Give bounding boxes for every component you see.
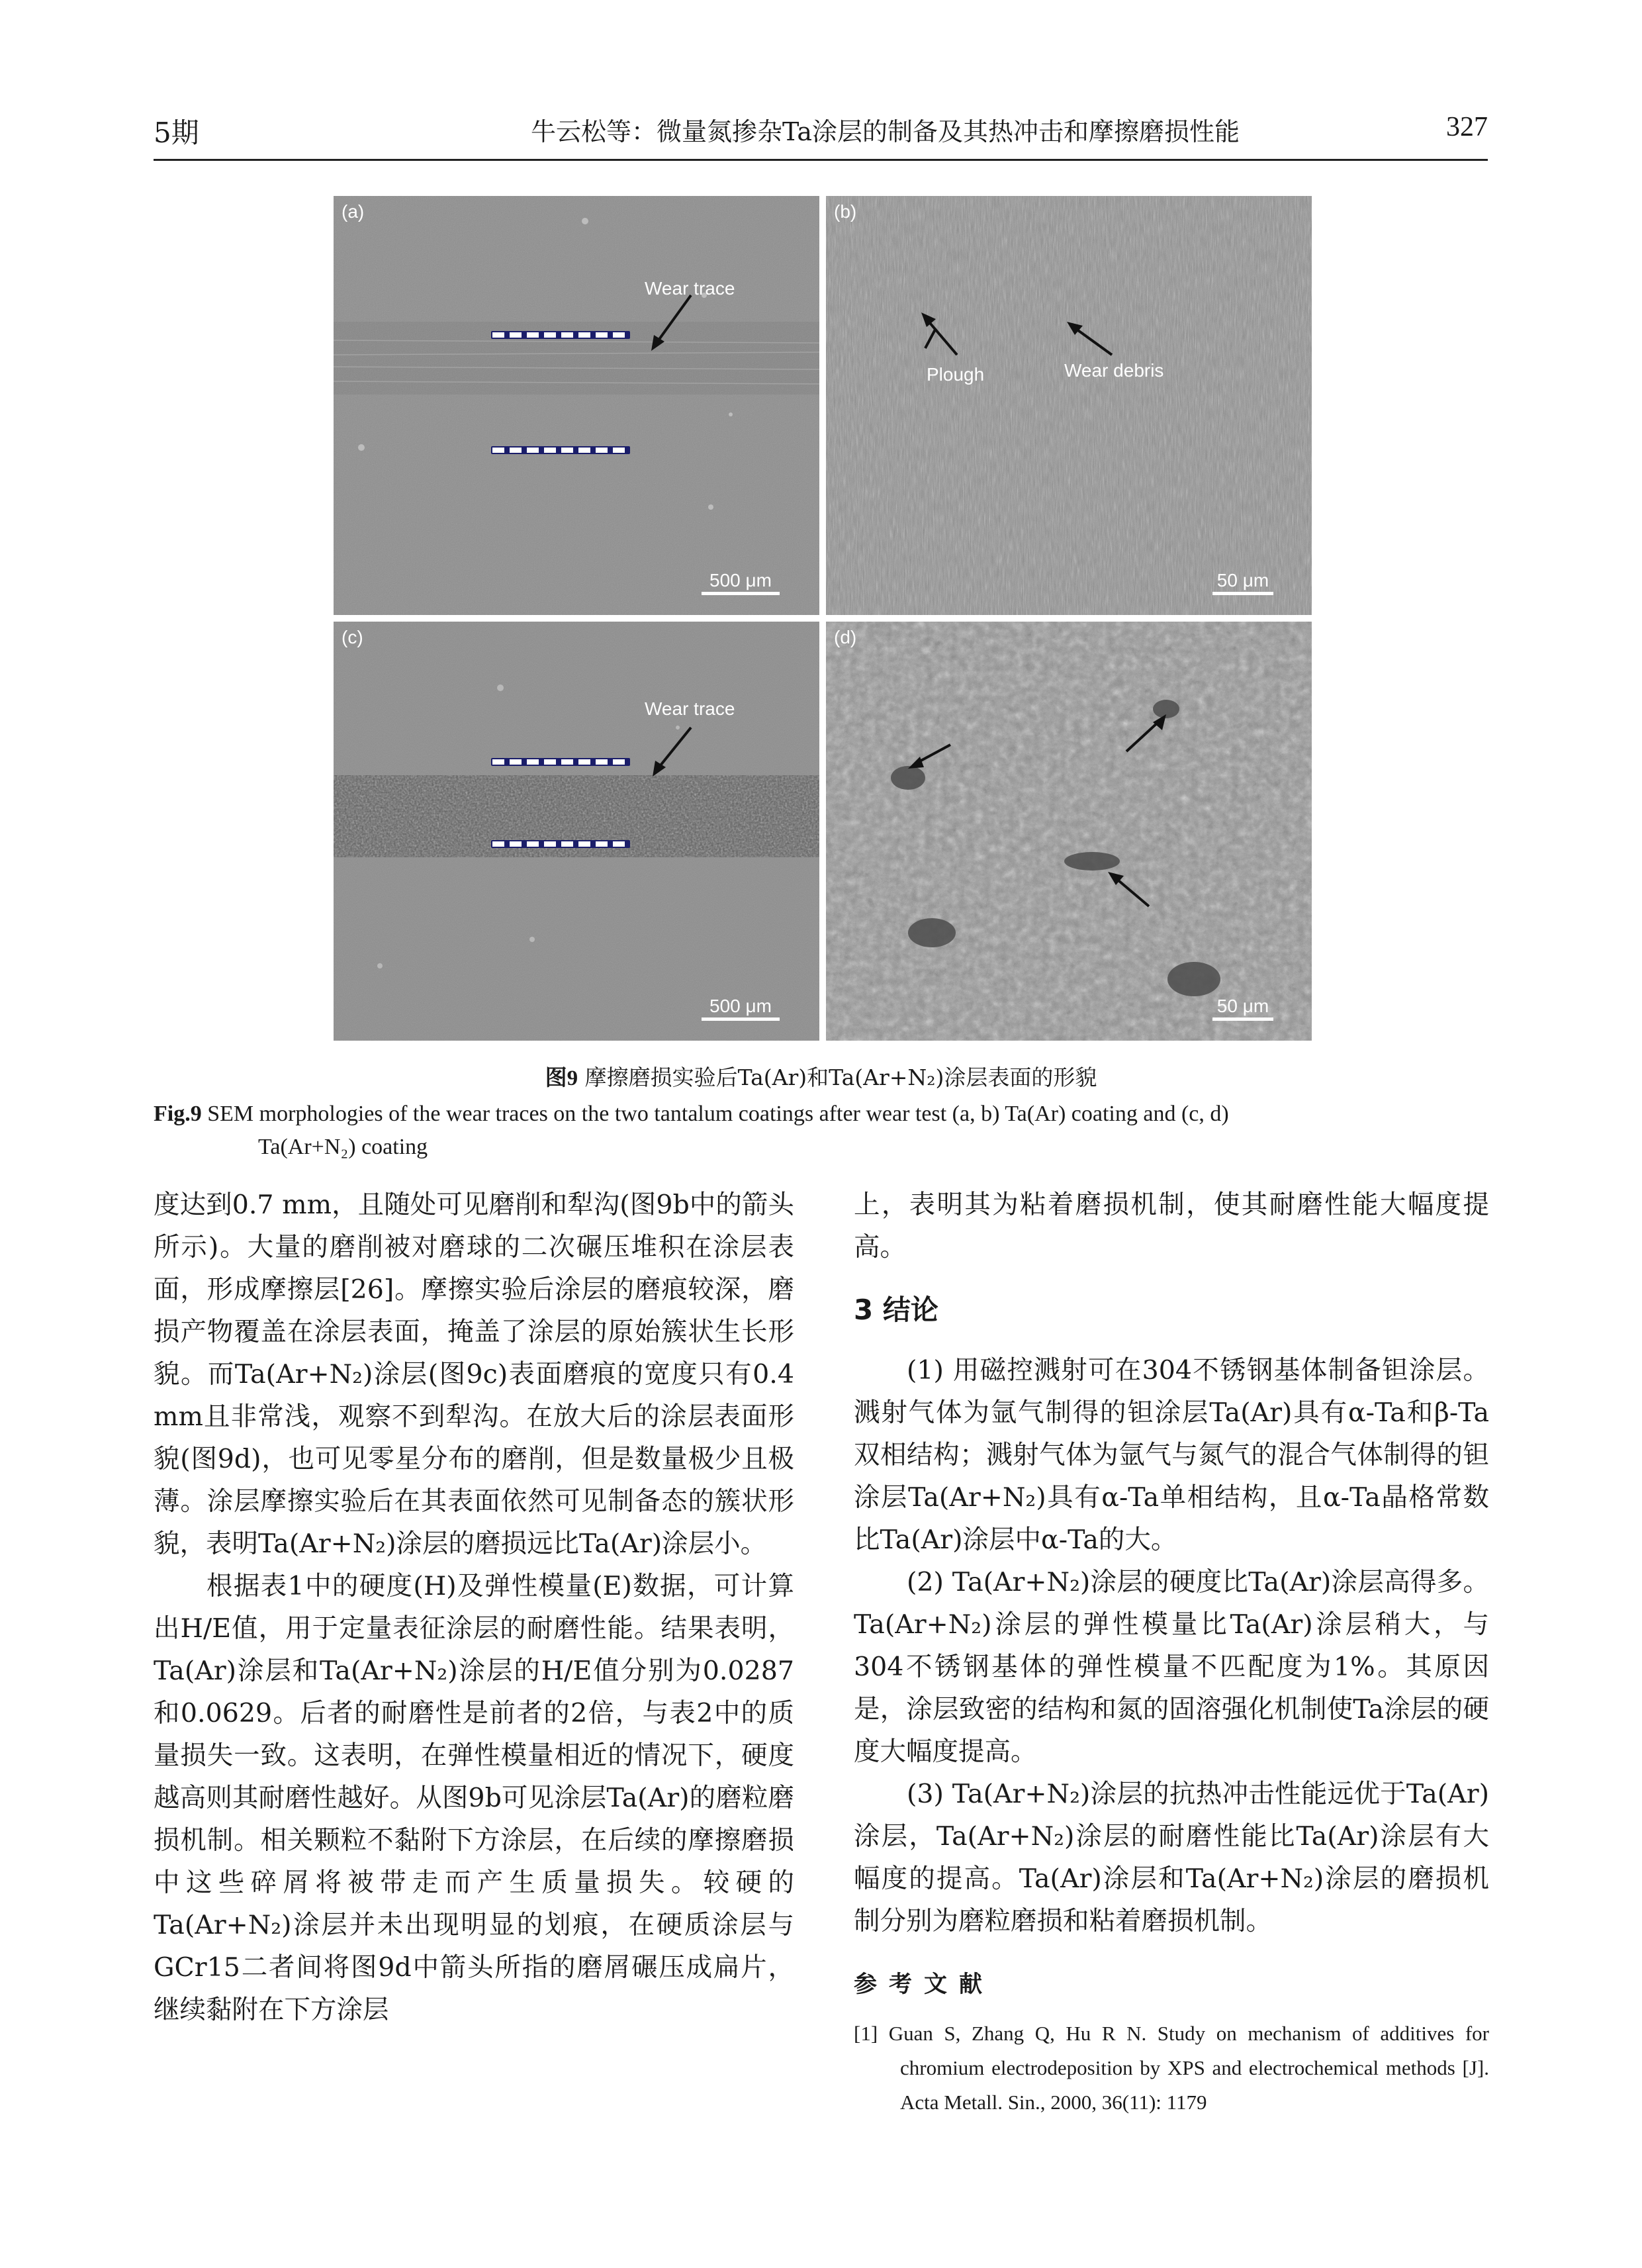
running-title: 牛云松等：微量氮掺杂Ta涂层的制备及其热冲击和摩擦磨损性能 [531, 117, 1240, 146]
scale-bar-line [1212, 592, 1273, 595]
panel-d-texture [826, 622, 1312, 1041]
scale-bar [1212, 571, 1273, 595]
scale-bar-label: 500 μm [709, 570, 772, 591]
running-header [154, 111, 1488, 158]
scale-bar-line [1212, 1017, 1273, 1021]
figure-caption-en-line2: Ta(Ar+N₂) coating [258, 1135, 428, 1159]
issue-number: 5期 [154, 117, 199, 149]
panel-b-label: (b) [834, 201, 857, 222]
reference-1: [1] Guan S, Zhang Q, Hu R N. Study on mechanism of additives for chromium electrodeposition by XPS and electrochemical methods [J]. Acta Metall. Sin., 2000, 36(11): 1179 [854, 2022, 1489, 2114]
panel-d-label: (d) [834, 627, 857, 647]
scale-bar-label: 50 μm [1216, 996, 1269, 1016]
figure-number-en: Fig.9 [154, 1102, 202, 1126]
panel-d-sem-image [826, 622, 1312, 1041]
wear-trace-upper-marker [491, 758, 630, 766]
scale-bar-line [702, 592, 780, 595]
left-column [154, 1184, 794, 2031]
panel-c-texture [334, 622, 819, 1041]
figure-caption-en [154, 1098, 1484, 1164]
panel-a-label: (a) [342, 201, 365, 222]
conclusion-2: (2) Ta(Ar+N₂)涂层的硬度比Ta(Ar)涂层高得多。Ta(Ar+N₂)涂层的弹性模量比Ta(Ar)涂层稍大，与304不锈钢基体的弹性模量不匹配度为1%。其原因是，涂层致密的结构和氮的固溶强化机制使Ta涂层的硬度大幅度提高。 [854, 1567, 1489, 1767]
conclusion-3: (3) Ta(Ar+N₂)涂层的抗热冲击性能远优于Ta(Ar)涂层，Ta(Ar+N₂)涂层的耐磨性能比Ta(Ar)涂层有大幅度的提高。Ta(Ar)涂层和Ta(Ar+N₂)涂层的磨损机制分别为磨粒磨损和粘着磨损机制。 [854, 1779, 1489, 1936]
figure-caption-zh-text: 摩擦磨损实验后Ta(Ar)和Ta(Ar+N₂)涂层表面的形貌 [584, 1064, 1097, 1090]
section-heading-conclusion: 3 结论 [854, 1294, 938, 1326]
panel-b-sem-image [826, 196, 1312, 615]
scale-bar-label: 500 μm [709, 996, 772, 1016]
plough-label: Plough [927, 364, 985, 385]
conclusion-1: (1) 用磁控溅射可在304不锈钢基体制备钽涂层。溅射气体为氩气制得的钽涂层Ta(Ar)具有α-Ta和β-Ta双相结构；溅射气体为氩气与氮气的混合气体制得的钽涂层Ta(Ar+N₂)具有α-Ta单相结构，且α-Ta晶格常数比Ta(Ar)涂层中α-Ta的大。 [854, 1355, 1489, 1555]
wear-trace-lower-marker [491, 840, 630, 848]
figure-caption-en-line1: SEM morphologies of the wear traces on the two tantalum coatings after wear test (a, b) Ta(Ar) coating and (c, d) [207, 1102, 1229, 1126]
right-column [854, 1184, 1489, 2120]
wear-trace-upper-marker [491, 331, 630, 339]
figure-9 [334, 196, 1312, 1041]
paragraph-h-e-ratio: 根据表1中的硬度(H)及弹性模量(E)数据，可计算出H/E值，用于定量表征涂层的耐磨性能。结果表明，Ta(Ar)涂层和Ta(Ar+N₂)涂层的H/E值分别为0.0287和0.0629。后者的耐磨性是前者的2倍，与表2中的质量损失一致。这表明，在弹性模量相近的情况下，硬度越高则其耐磨性越好。从图9b可见涂层Ta(Ar)的磨粒磨损机制。相关颗粒不黏附下方涂层，在后续的摩擦磨损中这些碎屑将被带走而产生质量损失。较硬的Ta(Ar+N₂)涂层并未出现明显的划痕，在硬质涂层与GCr15二者间将图9d中箭头所指的磨屑碾压成扁片，继续黏附在下方涂层 [154, 1571, 794, 2025]
scale-bar-line [702, 1017, 780, 1021]
paragraph-continuation: 上，表明其为粘着磨损机制，使其耐磨性能大幅度提高。 [854, 1190, 1489, 1262]
figure-caption-zh [0, 1061, 1642, 1092]
header-rule [154, 159, 1488, 161]
panel-c-sem-image [334, 622, 819, 1041]
panel-a-texture [334, 196, 819, 615]
paragraph-wear-morphology: 度达到0.7 mm，且随处可见磨削和犁沟(图9b中的箭头所示)。大量的磨削被对磨球的二次碾压堆积在涂层表面，形成摩擦层[26]。摩擦实验后涂层的磨痕较深，磨损产物覆盖在涂层表面，掩盖了涂层的原始簇状生长形貌。而Ta(Ar+N₂)涂层(图9c)表面磨痕的宽度只有0.4 mm且非常浅，观察不到犁沟。在放大后的涂层表面形貌(图9d)，也可见零星分布的磨削，但是数量极少且极薄。涂层摩擦实验后在其表面依然可见制备态的簇状形貌，表明Ta(Ar+N₂)涂层的磨损远比Ta(Ar)涂层小。 [154, 1190, 794, 1559]
references-heading: 参考文献 [854, 1971, 995, 1998]
scale-bar [1212, 996, 1273, 1021]
panel-a-sem-image [334, 196, 819, 615]
panel-b-texture [826, 196, 1312, 615]
wear-trace-label: Wear trace [645, 278, 735, 299]
wear-debris-label: Wear debris [1064, 360, 1164, 381]
wear-trace-lower-marker [491, 446, 630, 454]
wear-trace-label: Wear trace [645, 698, 735, 719]
scale-bar-label: 50 μm [1216, 570, 1269, 591]
panel-c-label: (c) [342, 627, 363, 647]
figure-number-zh: 图9 [545, 1066, 578, 1090]
page-number: 327 [1446, 112, 1488, 142]
scale-bar [702, 571, 780, 595]
scale-bar [702, 996, 780, 1021]
